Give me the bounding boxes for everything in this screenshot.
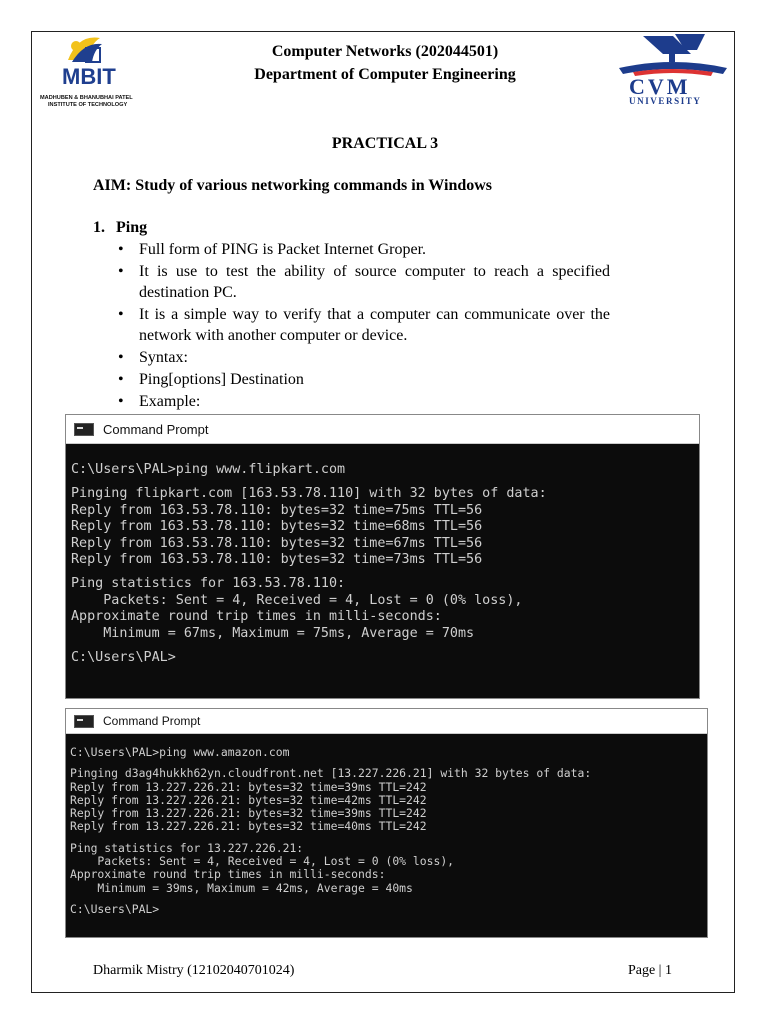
aim-heading: AIM: Study of various networking commands in Windows — [93, 177, 493, 194]
terminal-line: Pinging flipkart.com [163.53.78.110] with 32 bytes of data: — [71, 486, 547, 502]
section-number: 1. — [93, 219, 105, 236]
department-title: Department of Computer Engineering — [254, 66, 516, 83]
window-title: Command Prompt — [103, 421, 209, 437]
bullet-item: • Full form of PING is Packet Internet Groper. — [118, 239, 610, 260]
terminal-line: C:\Users\PAL>ping www.amazon.com — [70, 745, 290, 759]
terminal-line: C:\Users\PAL>ping www.flipkart.com — [71, 462, 346, 477]
cvm-logo — [613, 30, 733, 108]
mbit-logo-line2: INSTITUTE OF TECHNOLOGY — [48, 102, 128, 108]
terminal-line: Minimum = 39ms, Maximum = 42ms, Average = 40ms — [70, 880, 413, 895]
bullet-item: • Example: — [118, 391, 610, 412]
terminal-line: Reply from 13.227.226.21: bytes=32 time=39ms TTL=242 — [70, 779, 427, 794]
command-prompt-icon — [74, 715, 94, 728]
mbit-logo-text: MBIT — [62, 64, 116, 89]
mbit-logo-line1: MADHUBEN & BHANUBHAI PATEL — [40, 95, 133, 101]
terminal-output — [66, 734, 707, 916]
bullet-item: • It is a simple way to verify that a computer can communicate over the network with another computer or device. — [118, 304, 610, 346]
terminal-line — [71, 568, 699, 576]
terminal-line — [71, 642, 699, 650]
terminal-line: Reply from 13.227.226.21: bytes=32 time=39ms TTL=242 — [70, 806, 427, 821]
course-title: Computer Networks (202044501) — [271, 43, 499, 60]
footer-author: Dharmik Mistry (12102040701024) — [93, 963, 295, 978]
terminal-line: Reply from 163.53.78.110: bytes=32 time=73ms TTL=56 — [71, 552, 483, 568]
cvm-logo-sub: UNIVERSITY — [629, 96, 702, 106]
section-heading — [93, 219, 147, 237]
window-title-bar — [66, 709, 707, 734]
terminal-line: C:\Users\PAL> — [70, 901, 160, 916]
command-prompt-screenshot-1 — [65, 414, 700, 699]
terminal-line: Packets: Sent = 4, Received = 4, Lost = 0 (0% loss), — [70, 854, 455, 869]
terminal-line: Reply from 13.227.226.21: bytes=32 time=40ms TTL=242 — [70, 819, 427, 834]
terminal-line: Reply from 163.53.78.110: bytes=32 time=67ms TTL=56 — [71, 535, 483, 551]
section-title: Ping — [116, 219, 148, 236]
bullet-list — [118, 239, 610, 413]
terminal-line: Pinging d3ag4hukkh62yn.cloudfront.net [13.227.226.21] with 32 bytes of data: — [70, 766, 592, 781]
terminal-line: Ping statistics for 13.227.226.21: — [70, 840, 304, 855]
terminal-line: Packets: Sent = 4, Received = 4, Lost = 0 (0% loss), — [71, 592, 523, 608]
cvm-logo-text: CVM — [629, 74, 691, 99]
mbit-logo — [38, 32, 148, 112]
window-title: Command Prompt — [103, 714, 201, 728]
practical-title: PRACTICAL 3 — [331, 135, 439, 152]
terminal-line: Minimum = 67ms, Maximum = 75ms, Average = 70ms — [71, 625, 475, 641]
terminal-line: Approximate round trip times in milli-seconds: — [70, 867, 386, 882]
terminal-line: Reply from 163.53.78.110: bytes=32 time=75ms TTL=56 — [71, 502, 483, 518]
terminal-line — [71, 478, 699, 486]
command-prompt-icon — [74, 423, 94, 436]
terminal-line: Reply from 13.227.226.21: bytes=32 time=42ms TTL=242 — [70, 792, 427, 807]
command-prompt-screenshot-2 — [65, 708, 708, 938]
terminal-output — [66, 444, 699, 666]
terminal-line: Ping statistics for 163.53.78.110: — [71, 576, 346, 592]
terminal-line: Reply from 163.53.78.110: bytes=32 time=68ms TTL=56 — [71, 519, 483, 535]
terminal-line — [70, 895, 707, 903]
bullet-item: • It is use to test the ability of source computer to reach a specified destination PC. — [118, 261, 610, 303]
page-number: Page | 1 — [627, 963, 672, 978]
terminal-line: C:\Users\PAL> — [71, 650, 176, 666]
window-title-bar — [66, 415, 699, 444]
bullet-item: • Syntax: — [118, 347, 610, 368]
bullet-item: • Ping[options] Destination — [118, 369, 610, 390]
terminal-line: Approximate round trip times in milli-seconds: — [71, 609, 442, 625]
